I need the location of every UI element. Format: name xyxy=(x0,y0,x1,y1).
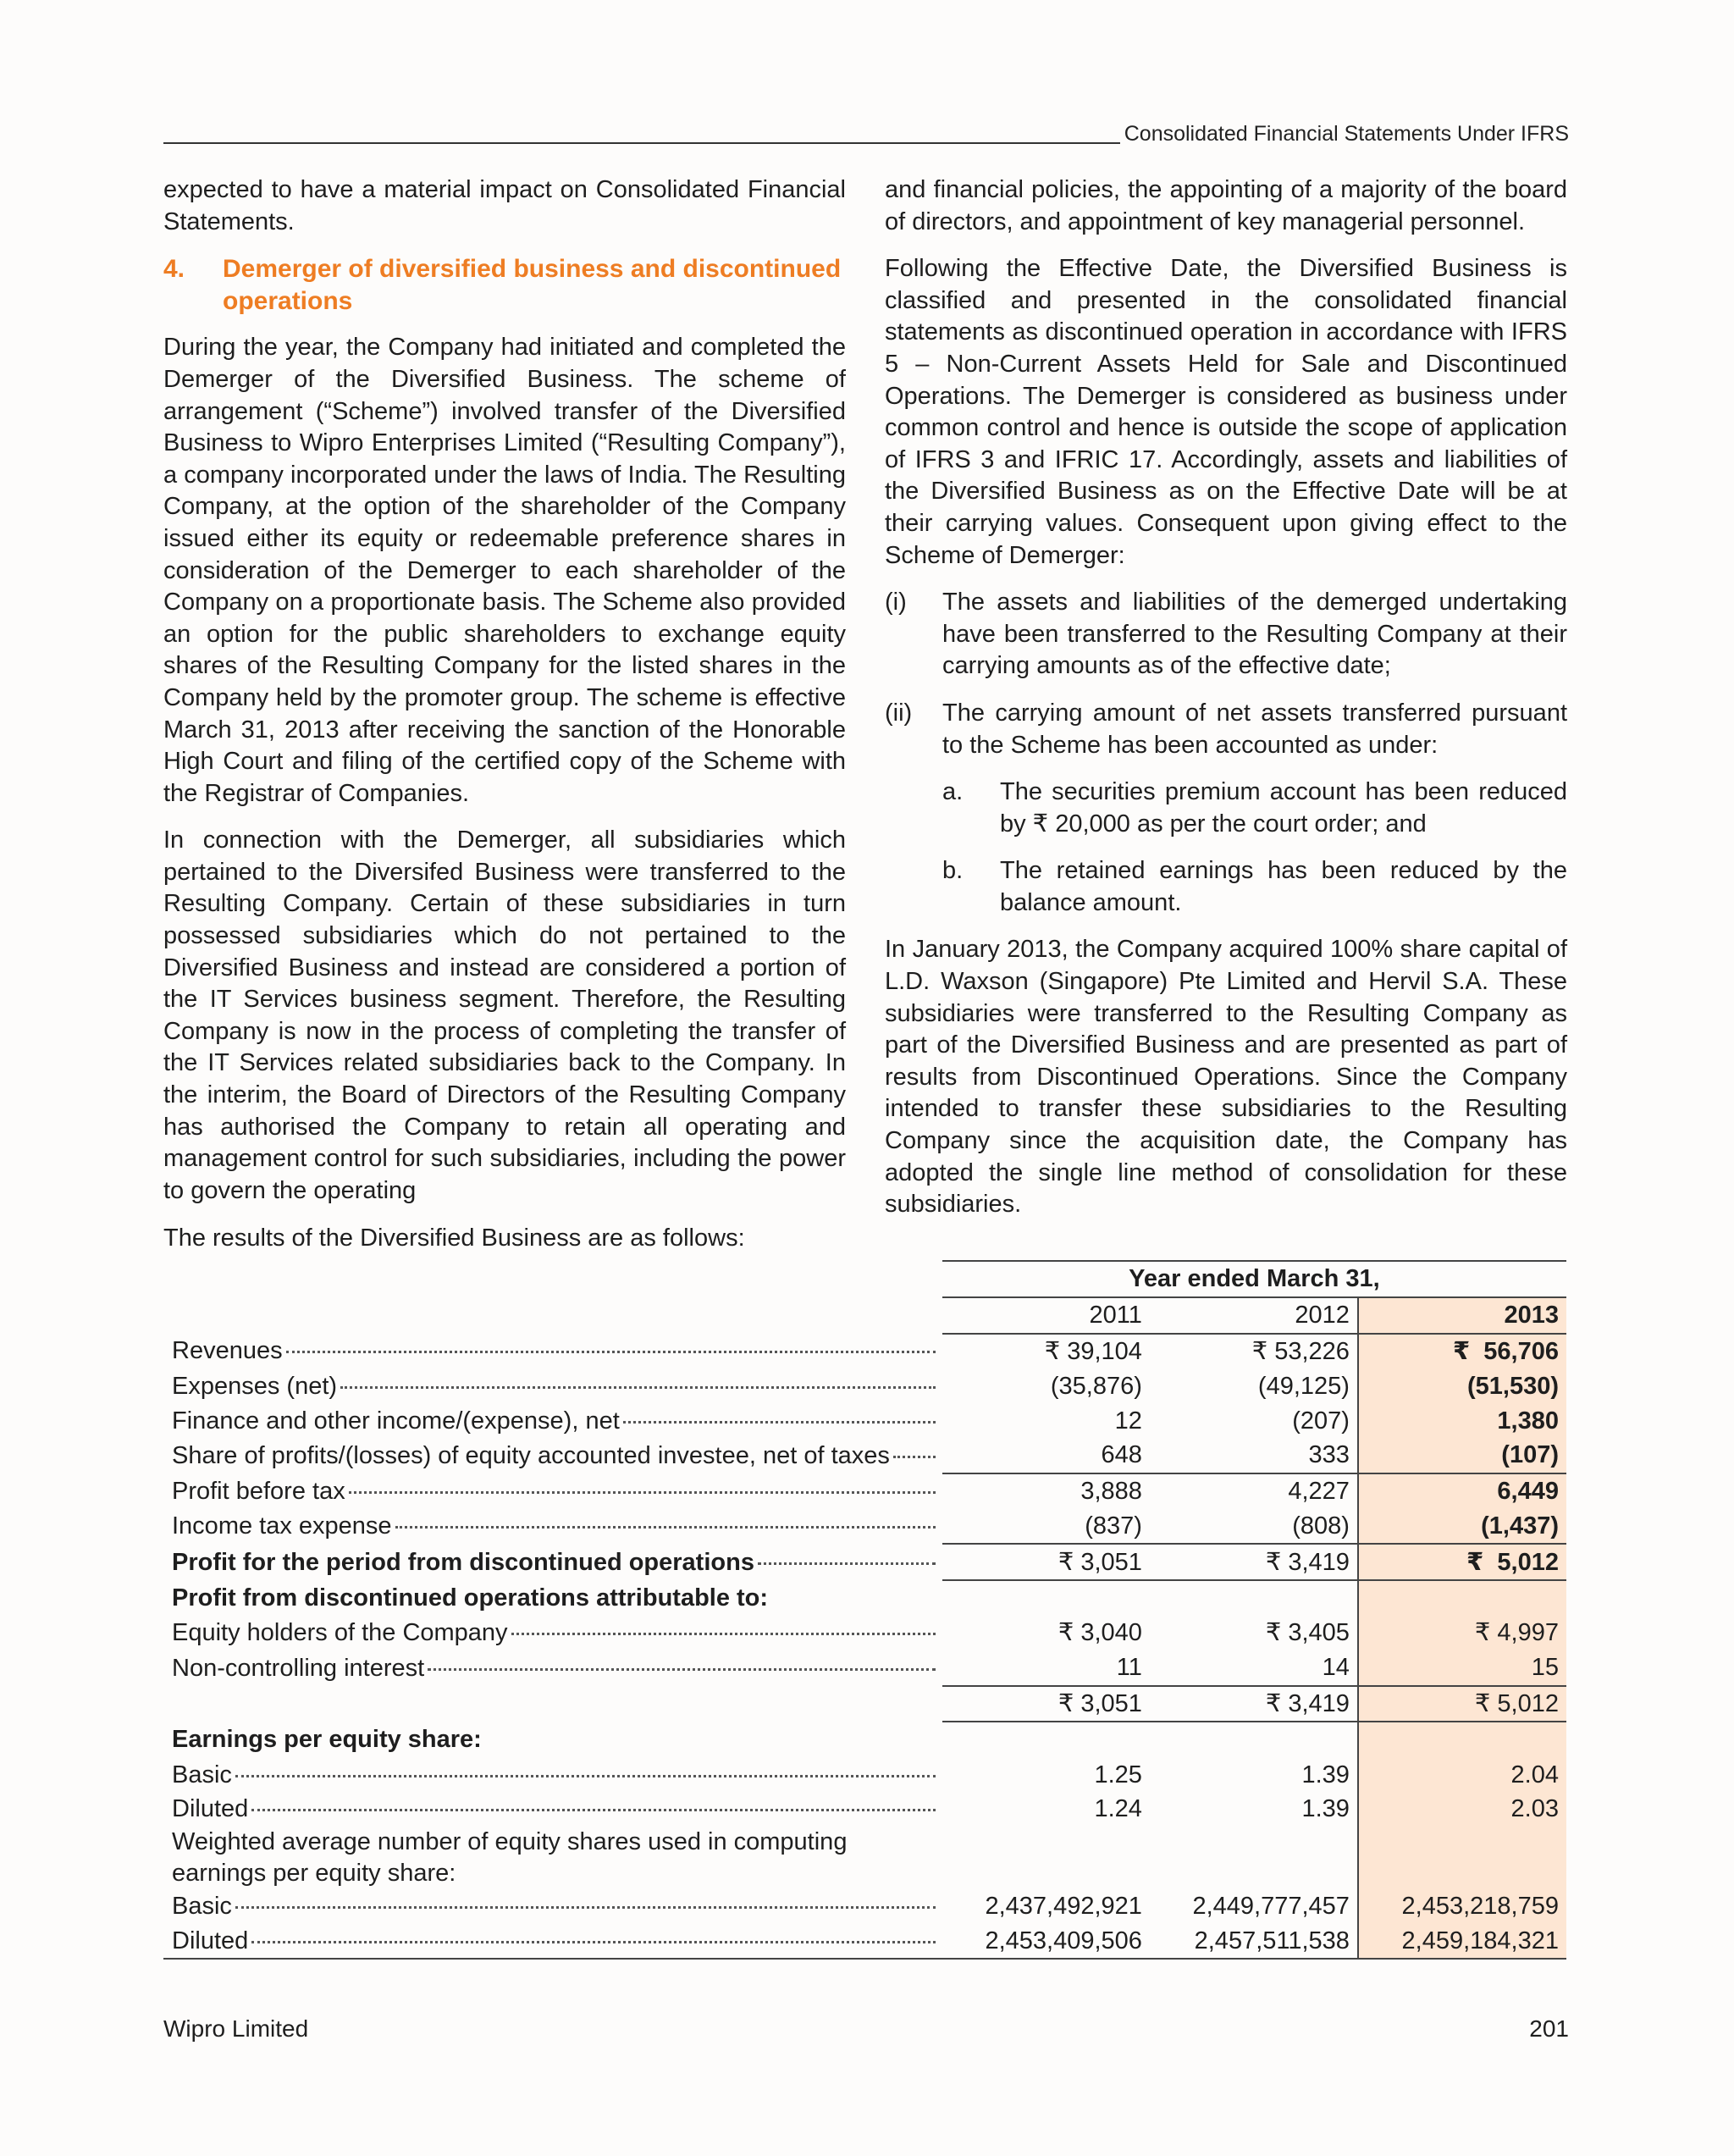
cell-2013: 1,380 xyxy=(1358,1403,1566,1438)
cell-2013: ₹ 4,997 xyxy=(1358,1616,1566,1650)
cell-2011: 3,888 xyxy=(1080,1478,1142,1506)
period-header-row xyxy=(163,1261,1566,1297)
row-label: Profit before tax xyxy=(172,1477,345,1505)
cell-2012: 2,449,777,457 xyxy=(1192,1893,1350,1921)
section-heading xyxy=(163,253,846,317)
running-header: Consolidated Financial Statements Under IFRS xyxy=(1124,122,1569,146)
cell-2012: 2,457,511,538 xyxy=(1150,1924,1358,1960)
list-marker: (ii) xyxy=(885,699,913,727)
subsidiaries-paragraph: In connection with the Demerger, all subsidiaries which pertained to the Diversifed Business were transferred to the Resulting Company. Certain of these subsidiaries in turn possessed subsidiaries which do not pertained to the Diversified Business and instead are considered a portion of the IT Services business segment. Therefore, the Resulting Company is now in the process of completing the transfer of the IT Services related subsidiaries back to the Company. In the interim, the Board of Directors of the Resulting Company has authorised the Company to retain all operating and management control for such subsidiaries, including the power to govern the operating xyxy=(163,826,846,1204)
cell-2012: 333 xyxy=(1150,1438,1358,1473)
year-2011: 2011 xyxy=(942,1297,1150,1334)
demerger-paragraph: During the year, the Company had initiated and completed the Demerger of the Diversified Business. The scheme of arrangement (“Scheme”) involved transfer of the Diversified Business to Wipro Enterprises Limited (“Resulting Company”), a company incorporated under the laws of India. The Resulting Company, at the option of the shareholder of the Company issued either its equity or redeemable preference shares in consideration of the Demerger to each shareholder of the Company on a proportionate basis. The Scheme also provided an option for the public shareholders to exchange equity shares of the Resulting Company for the listed shares in the Company held by the promoter group. The scheme is effective March 31, 2013 after receiving the sanction of the Honorable High Court and filing of the certified copy of the Scheme with the Registrar of Companies. xyxy=(163,334,846,807)
list-item xyxy=(885,587,1567,683)
cell-2013: 2,459,184,321 xyxy=(1358,1924,1566,1960)
table-intro: The results of the Diversified Business are as follows: xyxy=(163,1224,745,1252)
cell-2013: 6,449 xyxy=(1358,1473,1566,1509)
cell-2011: 2,453,409,506 xyxy=(942,1924,1150,1960)
cell-2012: ₹ 53,226 xyxy=(1251,1337,1350,1365)
weighted-label: Weighted average number of equity shares used in computing earnings per equity share: xyxy=(172,1827,848,1887)
cell-2013: 15 xyxy=(1358,1650,1566,1686)
intro-paragraph: expected to have a material impact on Consolidated Financial Statements. xyxy=(163,176,846,235)
cell-2012: ₹ 3,419 xyxy=(1150,1686,1358,1722)
section-title: Demerger of diversified business and discontinued operations xyxy=(223,255,842,315)
cell-2011: (35,876) xyxy=(1050,1372,1142,1400)
row-label: Equity holders of the Company xyxy=(172,1619,508,1647)
cell-2012: ₹ 3,405 xyxy=(1265,1619,1350,1647)
cell-2013: 2.03 xyxy=(1358,1792,1566,1827)
table-row xyxy=(163,1544,1566,1580)
row-label: Income tax expense xyxy=(172,1512,392,1540)
row-label: Diluted xyxy=(172,1927,249,1954)
cell-2013: ₹ 5,012 xyxy=(1358,1686,1566,1722)
table-row xyxy=(163,1438,1566,1473)
row-label: Basic xyxy=(172,1761,232,1788)
row-label: Expenses (net) xyxy=(172,1372,338,1400)
cell-2013: ₹ 56,706 xyxy=(1358,1334,1566,1369)
row-label: Profit for the period from discontinued operations xyxy=(172,1548,754,1576)
sub-list-item xyxy=(942,777,1567,840)
header-rule xyxy=(163,142,1120,144)
cell-2013: 2,453,218,759 xyxy=(1358,1889,1566,1924)
list-marker: b. xyxy=(942,857,964,885)
row-label: Non-controlling interest xyxy=(172,1654,425,1682)
cell-2011: ₹ 3,051 xyxy=(942,1686,1150,1722)
cell-2011: 1.25 xyxy=(1094,1761,1142,1788)
row-label: Diluted xyxy=(172,1795,249,1823)
list-text: The retained earnings has been reduced by the balance amount. xyxy=(1000,857,1567,916)
cell-2012: 14 xyxy=(1150,1650,1358,1686)
period-header: Year ended March 31, xyxy=(942,1261,1566,1297)
table-row xyxy=(163,1792,1566,1827)
year-2013: 2013 xyxy=(1358,1297,1566,1334)
list-text: The assets and liabilities of the demerged undertaking have been transferred to the Resulting Company at their carrying amounts as of the effective date; xyxy=(942,589,1567,680)
table-row xyxy=(163,1334,1566,1369)
list-text: The securities premium account has been reduced by ₹ 20,000 as per the court order; and xyxy=(1000,778,1567,838)
row-label: Basic xyxy=(172,1893,232,1921)
table-row xyxy=(163,1889,1566,1924)
row-label: Revenues xyxy=(172,1337,283,1365)
list-text: The carrying amount of net assets transferred pursuant to the Scheme has been accounted as under: xyxy=(942,699,1567,759)
attributable-heading: Profit from discontinued operations attributable to: xyxy=(172,1584,769,1612)
table-row xyxy=(163,1473,1566,1509)
cell-2013: ₹ 5,012 xyxy=(1358,1544,1566,1580)
table-row xyxy=(163,1924,1566,1960)
eps-heading: Earnings per equity share: xyxy=(172,1726,482,1754)
footer-company: Wipro Limited xyxy=(163,2015,309,2042)
cell-2012: (207) xyxy=(1292,1407,1350,1435)
classification-paragraph: Following the Effective Date, the Diversified Business is classified and presented in the consolidated financial statements as discontinued operation in accordance with IFRS 5 – Non-Current Assets Held for Sale and Discontinued Operations. The Demerger is considered as business under common control and hence is outside the scope of application of IFRS 3 and IFRIC 17. Accordingly, assets and liabilities of the Diversified Business as on the Effective Date will be at their carrying values. Consequent upon giving effect to the Scheme of Demerger: xyxy=(885,255,1567,569)
table-subheading-row xyxy=(163,1722,1566,1757)
cell-2012: 4,227 xyxy=(1288,1478,1350,1506)
table-subheading-row xyxy=(163,1580,1566,1616)
cell-2011: 1.24 xyxy=(1094,1795,1142,1823)
results-table xyxy=(163,1260,1566,1960)
page-number: 201 xyxy=(1529,2015,1569,2042)
cell-2011: 2,437,492,921 xyxy=(985,1893,1142,1921)
year-2012: 2012 xyxy=(1150,1297,1358,1334)
table-row xyxy=(163,1403,1566,1438)
table-subheading-row xyxy=(163,1827,1566,1889)
cell-2011: (837) xyxy=(942,1509,1150,1545)
section-number: 4. xyxy=(163,255,185,284)
left-column xyxy=(163,174,846,1222)
continued-paragraph: and financial policies, the appointing of a majority of the board of directors, and appointment of key managerial personnel. xyxy=(885,176,1567,235)
year-header-row xyxy=(163,1297,1566,1334)
cell-2013: 2.04 xyxy=(1358,1757,1566,1792)
row-label: Finance and other income/(expense), net xyxy=(172,1407,620,1435)
cell-2012: (808) xyxy=(1150,1509,1358,1545)
table-row xyxy=(163,1368,1566,1403)
cell-2013: (1,437) xyxy=(1358,1509,1566,1545)
total-row xyxy=(163,1686,1566,1722)
table-row xyxy=(163,1757,1566,1792)
cell-2012: 1.39 xyxy=(1301,1761,1350,1788)
cell-2013: (51,530) xyxy=(1358,1368,1566,1403)
cell-2011: 648 xyxy=(942,1438,1150,1473)
cell-2012: ₹ 3,419 xyxy=(1150,1544,1358,1580)
cell-2012: (49,125) xyxy=(1257,1372,1350,1400)
list-marker: (i) xyxy=(885,589,907,616)
list-item xyxy=(885,698,1567,761)
right-column xyxy=(885,174,1567,1236)
cell-2012: 1.39 xyxy=(1301,1795,1350,1823)
cell-2013: (107) xyxy=(1358,1438,1566,1473)
acquisition-paragraph: In January 2013, the Company acquired 100% share capital of L.D. Waxson (Singapore) Pte Limited and Hervil S.A. These subsidiaries were transferred to the Resulting Company as part of the Diversified Business and are presented as part of results from Discontinued Operations. Since the Company intended to transfer these subsidiaries to the Resulting Company since the acquisition date, the Company has adopted the single line method of consolidation for these subsidiaries. xyxy=(885,936,1567,1219)
cell-2011: ₹ 39,104 xyxy=(1044,1337,1142,1365)
list-marker: a. xyxy=(942,778,964,806)
cell-2011: 12 xyxy=(1114,1407,1142,1435)
table-row xyxy=(163,1509,1566,1545)
cell-2011: ₹ 3,040 xyxy=(1058,1619,1142,1647)
row-label: Share of profits/(losses) of equity accounted investee, net of taxes xyxy=(172,1441,890,1469)
cell-2011: 11 xyxy=(942,1650,1150,1686)
sub-list-item xyxy=(942,855,1567,919)
cell-2011: ₹ 3,051 xyxy=(942,1544,1150,1580)
table-row xyxy=(163,1616,1566,1650)
table-row xyxy=(163,1650,1566,1686)
